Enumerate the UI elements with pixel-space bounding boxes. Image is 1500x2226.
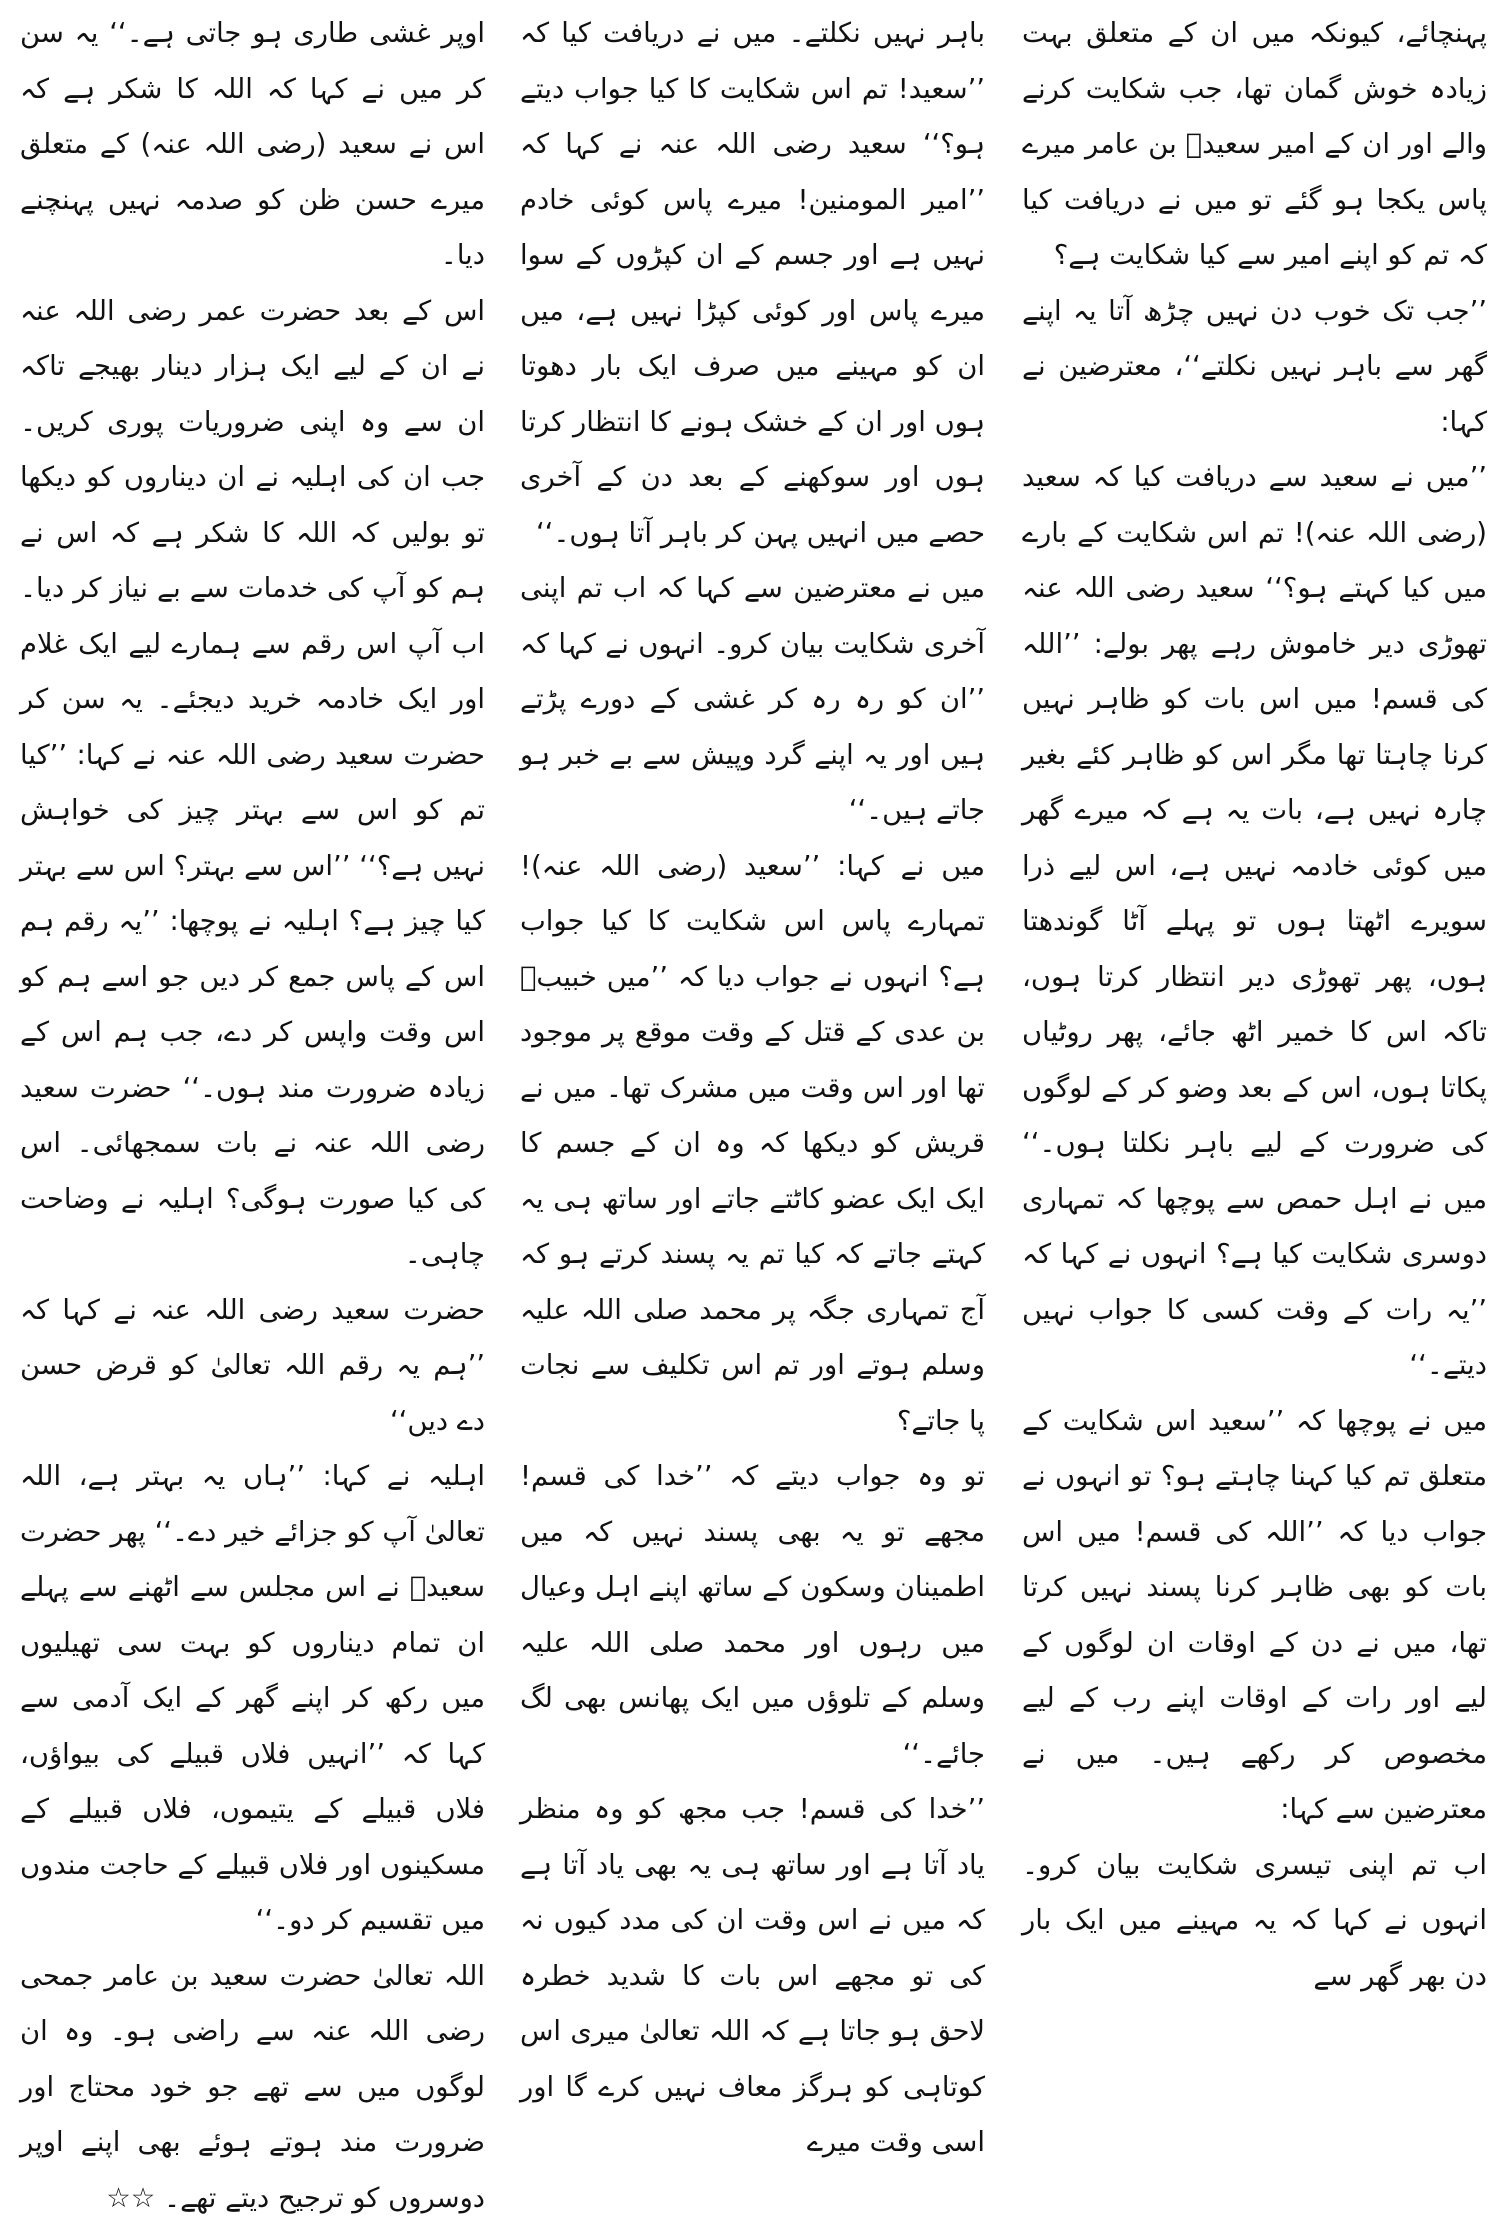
text-column-right [1022,6,1487,2194]
paragraph: اللہ تعالیٰ حضرت سعید بن عامر جمحی رضی اللہ عنہ سے راضی ہو۔ وہ ان لوگوں میں سے تھے جو خود محتاج اور ضرورت مند ہوتے ہوئے بھی اپنے اوپر دوسروں کو ترجیح دیتے تھے۔ ☆☆ [20,1949,485,2226]
paragraph: اب تم اپنی تیسری شکایت بیان کرو۔ انہوں نے کہا کہ یہ مہینے میں ایک بار دن بھر گھر سے [1022,1838,1487,2005]
paragraph: اہلیہ نے کہا: ’’ہاں یہ بہتر ہے، اللہ تعالیٰ آپ کو جزائے خیر دے۔‘‘ پھر حضرت سعیدؓ نے اس مجلس سے اٹھنے سے پہلے ان تمام دیناروں کو بہت سی تھیلیوں میں رکھ کر اپنے گھر کے ایک آدمی سے کہا کہ ’’انہیں فلاں قبیلے کی بیواؤں، فلاں قبیلے کے یتیموں، فلاں قبیلے کے مسکینوں اور فلاں قبیلے کے حاجت مندوں میں تقسیم کر دو۔‘‘ [20,1449,485,1949]
text-column-middle [520,6,985,2194]
paragraph: ’’جب تک خوب دن نہیں چڑھ آتا یہ اپنے گھر سے باہر نہیں نکلتے‘‘، معترضین نے کہا: [1022,284,1487,451]
paragraph: پہنچائے، کیونکہ میں ان کے متعلق بہت زیادہ خوش گمان تھا، جب شکایت کرنے والے اور ان کے امیر سعیدؓ بن عامر میرے پاس یکجا ہو گئے تو میں نے دریافت کیا کہ تم کو اپنے امیر سے کیا شکایت ہے؟ [1022,6,1487,284]
paragraph: تو وہ جواب دیتے کہ ’’خدا کی قسم! مجھے تو یہ بھی پسند نہیں کہ میں اطمینان وسکون کے ساتھ اپنے اہل وعیال میں رہوں اور محمد صلی اللہ علیہ وسلم کے تلوؤں میں ایک پھانس بھی لگ جائے۔‘‘ [520,1449,985,1782]
paragraph: میں نے معترضین سے کہا کہ اب تم اپنی آخری شکایت بیان کرو۔ انہوں نے کہا کہ ’’ان کو رہ رہ کر غشی کے دورے پڑتے ہیں اور یہ اپنے گرد وپیش سے بے خبر ہو جاتے ہیں۔‘‘ [520,561,985,839]
paragraph: اس کے بعد حضرت عمر رضی اللہ عنہ نے ان کے لیے ایک ہزار دینار بھیجے تاکہ ان سے وہ اپنی ضروریات پوری کریں۔ جب ان کی اہلیہ نے ان دیناروں کو دیکھا تو بولیں کہ اللہ کا شکر ہے کہ اس نے ہم کو آپ کی خدمات سے بے نیاز کر دیا۔ اب آپ اس رقم سے ہمارے لیے ایک غلام اور ایک خادمہ خرید دیجئے۔ یہ سن کر حضرت سعید رضی اللہ عنہ نے کہا: ’’کیا تم کو اس سے بہتر چیز کی خواہش نہیں ہے؟‘‘ ’’اس سے بہتر؟ اس سے بہتر کیا چیز ہے؟ اہلیہ نے پوچھا: ’’یہ رقم ہم اس کے پاس جمع کر دیں جو اسے ہم کو اس وقت واپس کر دے، جب ہم اس کے زیادہ ضرورت مند ہوں۔‘‘ حضرت سعید رضی اللہ عنہ نے بات سمجھائی۔ اس کی کیا صورت ہوگی؟ اہلیہ نے وضاحت چاہی۔ [20,284,485,1283]
paragraph: حضرت سعید رضی اللہ عنہ نے کہا کہ ’’ہم یہ رقم اللہ تعالیٰ کو قرض حسن دے دیں‘‘ [20,1283,485,1450]
text-column-left [20,6,485,2194]
paragraph: میں نے کہا: ’’سعید (رضی اللہ عنہ)! تمہارے پاس اس شکایت کا کیا جواب ہے؟ انہوں نے جواب دیا کہ ’’میں خبیبؓ بن عدی کے قتل کے وقت موقع پر موجود تھا اور اس وقت میں مشرک تھا۔ میں نے قریش کو دیکھا کہ وہ ان کے جسم کا ایک ایک عضو کاٹتے جاتے اور ساتھ ہی یہ کہتے جاتے کہ کیا تم یہ پسند کرتے ہو کہ آج تمہاری جگہ پر محمد صلی اللہ علیہ وسلم ہوتے اور تم اس تکلیف سے نجات پا جاتے؟ [520,839,985,1450]
paragraph: ’’خدا کی قسم! جب مجھ کو وہ منظر یاد آتا ہے اور ساتھ ہی یہ بھی یاد آتا ہے کہ میں نے اس وقت ان کی مدد کیوں نہ کی تو مجھے اس بات کا شدید خطرہ لاحق ہو جاتا ہے کہ اللہ تعالیٰ میری اس کوتاہی کو ہرگز معاف نہیں کرے گا اور اسی وقت میرے [520,1782,985,2171]
paragraph: میں نے پوچھا کہ ’’سعید اس شکایت کے متعلق تم کیا کہنا چاہتے ہو؟ تو انہوں نے جواب دیا کہ ’’اللہ کی قسم! میں اس بات کو بھی ظاہر کرنا پسند نہیں کرتا تھا، میں نے دن کے اوقات ان لوگوں کے لیے اور رات کے اوقات اپنے رب کے لیے مخصوص کر رکھے ہیں۔ میں نے معترضین سے کہا: [1022,1394,1487,1838]
paragraph: ’’میں نے سعید سے دریافت کیا کہ سعید (رضی اللہ عنہ)! تم اس شکایت کے بارے میں کیا کہتے ہو؟‘‘ سعید رضی اللہ عنہ تھوڑی دیر خاموش رہے پھر بولے: ’’اللہ کی قسم! میں اس بات کو ظاہر نہیں کرنا چاہتا تھا مگر اس کو ظاہر کئے بغیر چارہ نہیں ہے، بات یہ ہے کہ میرے گھر میں کوئی خادمہ نہیں ہے، اس لیے ذرا سویرے اٹھتا ہوں تو پہلے آٹا گوندھتا ہوں، پھر تھوڑی دیر انتظار کرتا ہوں، تاکہ اس کا خمیر اٹھ جائے، پھر روٹیاں پکاتا ہوں، اس کے بعد وضو کر کے لوگوں کی ضرورت کے لیے باہر نکلتا ہوں۔‘‘ میں نے اہل حمص سے پوچھا کہ تمہاری دوسری شکایت کیا ہے؟ انہوں نے کہا کہ ’’یہ رات کے وقت کسی کا جواب نہیں دیتے۔‘‘ [1022,450,1487,1394]
paragraph: باہر نہیں نکلتے۔ میں نے دریافت کیا کہ ’’سعید! تم اس شکایت کا کیا جواب دیتے ہو؟‘‘ سعید رضی اللہ عنہ نے کہا کہ ’’امیر المومنین! میرے پاس کوئی خادم نہیں ہے اور جسم کے ان کپڑوں کے سوا میرے پاس اور کوئی کپڑا نہیں ہے، میں ان کو مہینے میں صرف ایک بار دھوتا ہوں اور ان کے خشک ہونے کا انتظار کرتا ہوں اور سوکھنے کے بعد دن کے آخری حصے میں انہیں پہن کر باہر آتا ہوں۔‘‘ [520,6,985,561]
paragraph: اوپر غشی طاری ہو جاتی ہے۔‘‘ یہ سن کر میں نے کہا کہ اللہ کا شکر ہے کہ اس نے سعید (رضی اللہ عنہ) کے متعلق میرے حسن ظن کو صدمہ نہیں پہنچنے دیا۔ [20,6,485,284]
